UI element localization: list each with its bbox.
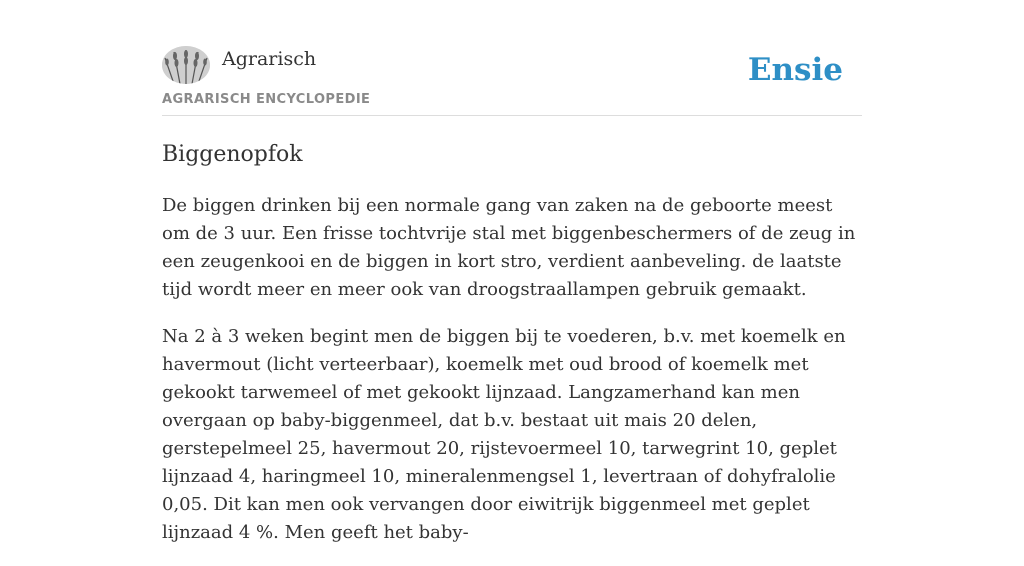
article-paragraph: De biggen drinken bij een normale gang van zaken na de geboorte meest om de 3 uur. Een frisse tochtvrije stal met biggenbeschermers of de zeug in een zeugenkooi en de biggen in kort stro, verdient aanbeveling. de laatste tijd wordt meer en meer ook van droogstraallampen gebruik gemaakt. <box>162 195 856 300</box>
header-divider <box>162 115 862 116</box>
source-subtitle: AGRARISCH ENCYCLOPEDIE <box>162 92 371 107</box>
article-body <box>162 192 862 566</box>
source-name[interactable]: Agrarisch <box>222 48 317 70</box>
article-title: Biggenopfok <box>162 142 303 167</box>
brand-logo[interactable]: Ensie <box>747 52 843 88</box>
source-header <box>162 46 862 116</box>
wheat-ears-icon[interactable] <box>162 46 210 84</box>
article-paragraph: Na 2 à 3 weken begint men de biggen bij te voederen, b.v. met koemelk en havermout (licht verteerbaar), koemelk met oud brood of koemelk met gekookt tarwemeel of met gekookt lijnzaad. Langzamerhand kan men overgaan op baby-biggenmeel, dat b.v. bestaat uit mais 20 delen, gerstepelmeel 25, havermout 20, rijstevoermeel 10, tarwegrint 10, geplet lijnzaad 4, haringmeel 10, mineralenmengsel 1, levertraan of dohyfralolie 0,05. Dit kan men ook vervangen door eiwitrijk biggenmeel met geplet lijnzaad 4 %. Men geeft het baby- <box>162 326 846 543</box>
